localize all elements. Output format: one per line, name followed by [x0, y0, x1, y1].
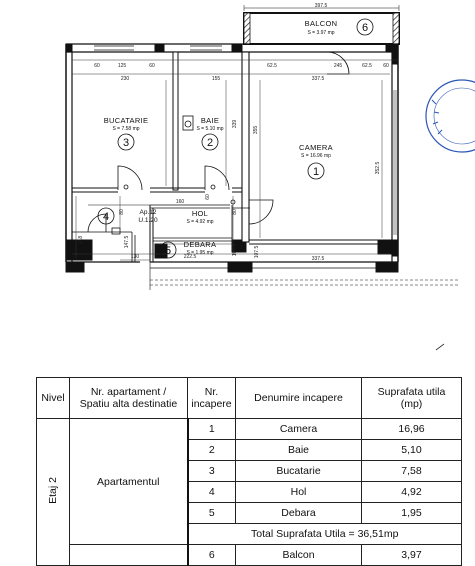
- room-number: 4: [102, 211, 110, 223]
- room-name: DEBARA: [183, 240, 217, 249]
- room-area: 7,58: [362, 461, 462, 482]
- room-name: Bucatarie: [236, 461, 362, 482]
- dim-top-3: 60: [149, 63, 155, 69]
- room-number: 2: [206, 137, 214, 149]
- header-usable-area: Suprafata utila (mp): [362, 378, 462, 419]
- room-name: Camera: [236, 419, 362, 440]
- room-area: 4,92: [362, 482, 462, 503]
- dim-room-depth-left: 355: [253, 125, 259, 135]
- table-row: [37, 545, 462, 566]
- room-area: S = 3.97 mp: [307, 30, 335, 36]
- room-name: Hol: [236, 482, 362, 503]
- header-nivel: Nivel: [37, 378, 70, 419]
- room-name: BUCATARIE: [103, 116, 149, 125]
- room-nr: 6: [188, 545, 236, 566]
- room-debara: [160, 240, 216, 258]
- room-name: BALCON: [304, 19, 338, 28]
- stamp-seal: [426, 80, 475, 350]
- dim-bath-width: 155: [211, 76, 221, 82]
- dim-balcony-width: 397.5: [314, 3, 328, 9]
- dim-left-depth: 218: [78, 235, 84, 245]
- room-nr: 4: [188, 482, 236, 503]
- room-name: Debara: [236, 503, 362, 524]
- room-area: 5,10: [362, 440, 462, 461]
- dim-storage-width: 222.5: [183, 254, 197, 260]
- dim-room-side-bottom: 107.5: [254, 245, 260, 259]
- dim-kitchen-width: 230: [120, 76, 130, 82]
- dim-top-4: 62.5: [267, 63, 277, 69]
- dim-room-width-bottom: 337.5: [311, 256, 325, 262]
- dim-room-depth-right: 352.5: [375, 161, 381, 175]
- table-header-row: [37, 378, 462, 419]
- room-number: 5: [164, 245, 172, 257]
- dim-room-width-top: 337.5: [311, 76, 325, 82]
- room-number: 6: [361, 22, 369, 34]
- room-name: Balcon: [236, 545, 362, 566]
- apartment-unit-code: U.1.20: [138, 217, 158, 224]
- dim-top-2: 125: [117, 63, 127, 69]
- room-nr: 5: [188, 503, 236, 524]
- unit-cell-empty: [70, 545, 188, 566]
- room-name: CAMERA: [299, 143, 333, 152]
- dim-hall-a: 80: [119, 209, 125, 215]
- room-number: 1: [312, 166, 320, 178]
- room-area: S = 1.95 mp: [186, 250, 214, 256]
- room-bucatarie: [104, 116, 149, 150]
- apartment-tag: [138, 209, 158, 224]
- header-apartment: Nr. apartament / Spatiu alta destinatie: [70, 378, 188, 419]
- room-balcon: [305, 19, 373, 36]
- dim-hall-width: 160: [175, 199, 185, 205]
- dim-hall-c: 80: [232, 209, 238, 215]
- room-name: BAIE: [200, 116, 220, 125]
- dim-bottom-left: 130: [130, 254, 140, 260]
- dim-top-7: 60: [383, 63, 389, 69]
- dim-storage-depth: 107.5: [232, 243, 238, 257]
- header-room-name: Denumire incapere: [236, 378, 362, 419]
- room-area-table: [36, 377, 462, 566]
- dim-hall-b: 60: [205, 194, 211, 200]
- total-usable-area: Total Suprafata Utila = 36,51mp: [188, 524, 462, 545]
- room-name: Baie: [236, 440, 362, 461]
- room-baie: [196, 116, 223, 150]
- room-area: S = 7.58 mp: [112, 126, 140, 132]
- dim-hall-depth: 147.5: [124, 235, 130, 249]
- room-area: S = 16.96 mp: [301, 153, 331, 159]
- room-nr: 1: [188, 419, 236, 440]
- dim-top-5: 245: [333, 63, 343, 69]
- room-area: 16,96: [362, 419, 462, 440]
- unit-cell: Apartamentul: [70, 419, 188, 545]
- room-area: S = 4.92 mp: [186, 219, 214, 225]
- level-cell: Etaj 2: [37, 419, 70, 566]
- room-nr: 3: [188, 461, 236, 482]
- room-name: HOL: [191, 209, 209, 218]
- room-camera: [299, 143, 333, 179]
- room-area: 3,97: [362, 545, 462, 566]
- room-area: S = 5.10 mp: [196, 126, 224, 132]
- dim-bath-depth: 339: [232, 119, 238, 129]
- room-area: 1,95: [362, 503, 462, 524]
- dimension-lines: [72, 60, 398, 260]
- dim-top-1: 60: [94, 63, 100, 69]
- table-row: [37, 419, 462, 440]
- room-nr: 2: [188, 440, 236, 461]
- room-number: 3: [122, 137, 130, 149]
- apartment-number: Ap.12: [139, 209, 157, 216]
- header-room-number: Nr. incapere: [188, 378, 236, 419]
- dim-top-6: 62.5: [362, 63, 372, 69]
